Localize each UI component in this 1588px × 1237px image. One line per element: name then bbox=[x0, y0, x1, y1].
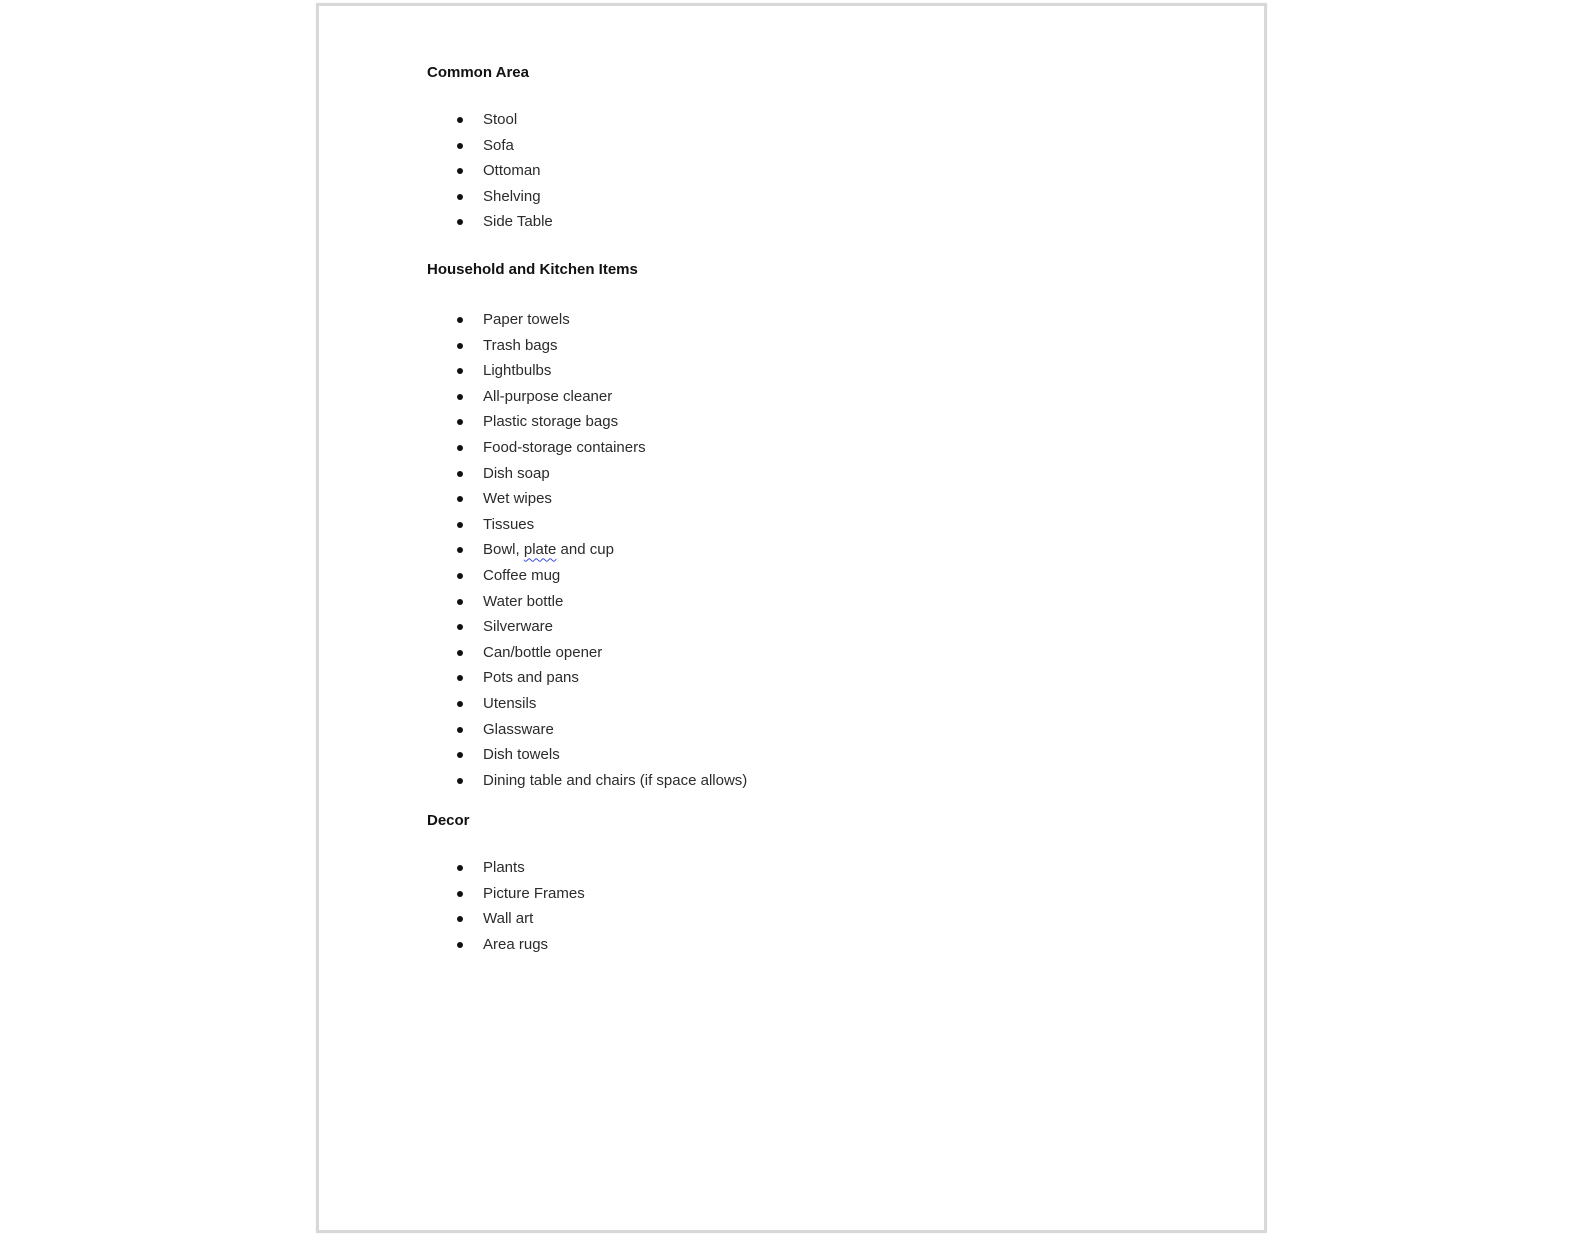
bullet-icon bbox=[457, 727, 463, 733]
list-item-text: Wet wipes bbox=[483, 490, 552, 508]
bullet-icon bbox=[457, 471, 463, 477]
list-item-text: Stool bbox=[483, 111, 518, 128]
bullet-icon bbox=[457, 701, 463, 707]
document-page bbox=[316, 3, 1267, 1233]
list-item-text: Can/bottle opener bbox=[483, 643, 603, 661]
list-item-text: Plants bbox=[483, 859, 525, 876]
list-item-text: Bowl, plate and cup bbox=[483, 541, 614, 559]
bullet-icon bbox=[457, 624, 463, 630]
bullet-icon bbox=[457, 942, 463, 948]
bullet-icon bbox=[457, 547, 463, 553]
bullet-icon bbox=[457, 168, 463, 174]
bullet-icon bbox=[457, 752, 463, 758]
spellcheck-underline[interactable]: plate bbox=[523, 541, 557, 559]
bullet-icon bbox=[457, 675, 463, 681]
bullet-icon bbox=[457, 650, 463, 656]
list-item-text: Sofa bbox=[483, 136, 514, 154]
list-item-text: Wall art bbox=[483, 910, 534, 928]
list-item-text: Side Table bbox=[483, 213, 553, 231]
list-item-text: Dish towels bbox=[483, 746, 560, 764]
list-item-text: Glassware bbox=[483, 720, 554, 738]
section-heading-household-kitchen: Household and Kitchen Items bbox=[427, 261, 638, 278]
list-item-text: Dining table and chairs (if space allows) bbox=[483, 771, 748, 789]
list-item-text: Food-storage containers bbox=[483, 438, 646, 456]
section-heading-decor: Decor bbox=[427, 812, 470, 829]
list-item-text: Water bottle bbox=[483, 592, 564, 610]
list-item-text: Utensils bbox=[483, 694, 537, 712]
bullet-icon bbox=[457, 394, 463, 400]
list-item-text: Paper towels bbox=[483, 311, 570, 328]
bullet-icon bbox=[457, 445, 463, 451]
list-item-text: Lightbulbs bbox=[483, 362, 552, 380]
list-item-text: Tissues bbox=[483, 515, 535, 533]
bullet-icon bbox=[457, 891, 463, 897]
bullet-icon bbox=[457, 522, 463, 528]
list-item-text: Ottoman bbox=[483, 162, 541, 180]
list-item-text: Shelving bbox=[483, 187, 541, 205]
list-item-text: Trash bags bbox=[483, 336, 558, 354]
list-item-text: Picture Frames bbox=[483, 884, 585, 902]
list-item-text: Plastic storage bags bbox=[483, 413, 619, 431]
list-item-text: Area rugs bbox=[483, 935, 549, 953]
list-item-text: All-purpose cleaner bbox=[483, 387, 613, 405]
bullet-icon bbox=[457, 778, 463, 784]
bullet-icon bbox=[457, 368, 463, 374]
bullet-icon bbox=[457, 419, 463, 425]
bullet-icon bbox=[457, 599, 463, 605]
bullet-icon bbox=[457, 865, 463, 871]
bullet-icon bbox=[457, 573, 463, 579]
bullet-icon bbox=[457, 317, 463, 323]
list-item-text: Pots and pans bbox=[483, 669, 579, 687]
list-item-text: Coffee mug bbox=[483, 566, 561, 584]
bullet-icon bbox=[457, 343, 463, 349]
list-item-text: Silverware bbox=[483, 618, 554, 636]
bullet-icon bbox=[457, 117, 463, 123]
list-item-text: Dish soap bbox=[483, 464, 550, 482]
bullet-icon bbox=[457, 143, 463, 149]
bullet-icon bbox=[457, 194, 463, 200]
bullet-icon bbox=[457, 496, 463, 502]
bullet-icon bbox=[457, 916, 463, 922]
section-heading-common-area: Common Area bbox=[427, 64, 529, 81]
bullet-icon bbox=[457, 219, 463, 225]
